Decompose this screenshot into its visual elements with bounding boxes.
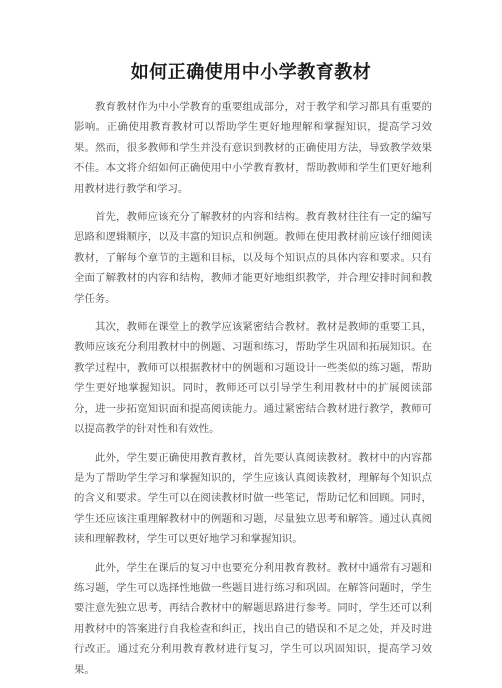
document-title: 如何正确使用中小学教育教材 bbox=[130, 62, 372, 83]
paragraph-2: 首先，教师应该充分了解教材的内容和结构。教育教材往往有一定的编写思路和逻辑顺序，以及丰富的知识点和例题。教师在使用教材前应该仔细阅读教材，了解每个章节的主题和目标，以及每个知识点的具体内容和要求。只有全面了解教材的内容和结构，教师才能更好地组织教学，并合理安排时间和教学任务。 bbox=[74, 211, 432, 305]
document-body bbox=[74, 97, 432, 688]
paragraph-4: 此外，学生要正确使用教育教材，首先要认真阅读教材。教材中的内容都是为了帮助学生学习和掌握知识的，学生应该认真阅读教材，理解每个知识点的含义和要求。学生可以在阅读教材时做一些笔记，帮助记忆和回顾。同时，学生还应该注重理解教材中的例题和习题，尽量独立思考和解答。通过认真阅读和理解教材，学生可以更好地学习和掌握知识。 bbox=[74, 451, 432, 546]
paragraph-5: 此外，学生在课后的复习中也要充分利用教育教材。教材中通常有习题和练习题，学生可以选择性地做一些题目进行练习和巩固。在解答问题时，学生要注意先独立思考，再结合教材中的解题思路进行参考。同时，学生还可以利用教材中的答案进行自我检查和纠正，找出自己的错误和不足之处，并及时进行改正。通过充分利用教育教材进行复习，学生可以巩固知识，提高学习效果。 bbox=[74, 561, 432, 676]
paragraph-3: 其次，教师在课堂上的教学应该紧密结合教材。教材是教师的重要工具，教师应该充分利用教材中的例题、习题和练习，帮助学生巩固和拓展知识。在教学过程中，教师可以根据教材中的例题和习题设计一些类似的练习题，帮助学生更好地掌握知识。同时，教师还可以引导学生利用教材中的扩展阅读部分，进一步拓宽知识面和提高阅读能力。通过紧密结合教材进行教学，教师可以提高教学的针对性和有效性。 bbox=[74, 321, 432, 436]
paragraph-1: 教育教材作为中小学教育的重要组成部分，对于教学和学习都具有重要的影响。正确使用教育教材可以帮助学生更好地理解和掌握知识，提高学习效果。然而，很多教师和学生并没有意识到教材的正确使用方法，导致教学效果不佳。本文将介绍如何正确使用中小学教育教材，帮助教师和学生们更好地利用教材进行教学和学习。 bbox=[74, 101, 432, 195]
